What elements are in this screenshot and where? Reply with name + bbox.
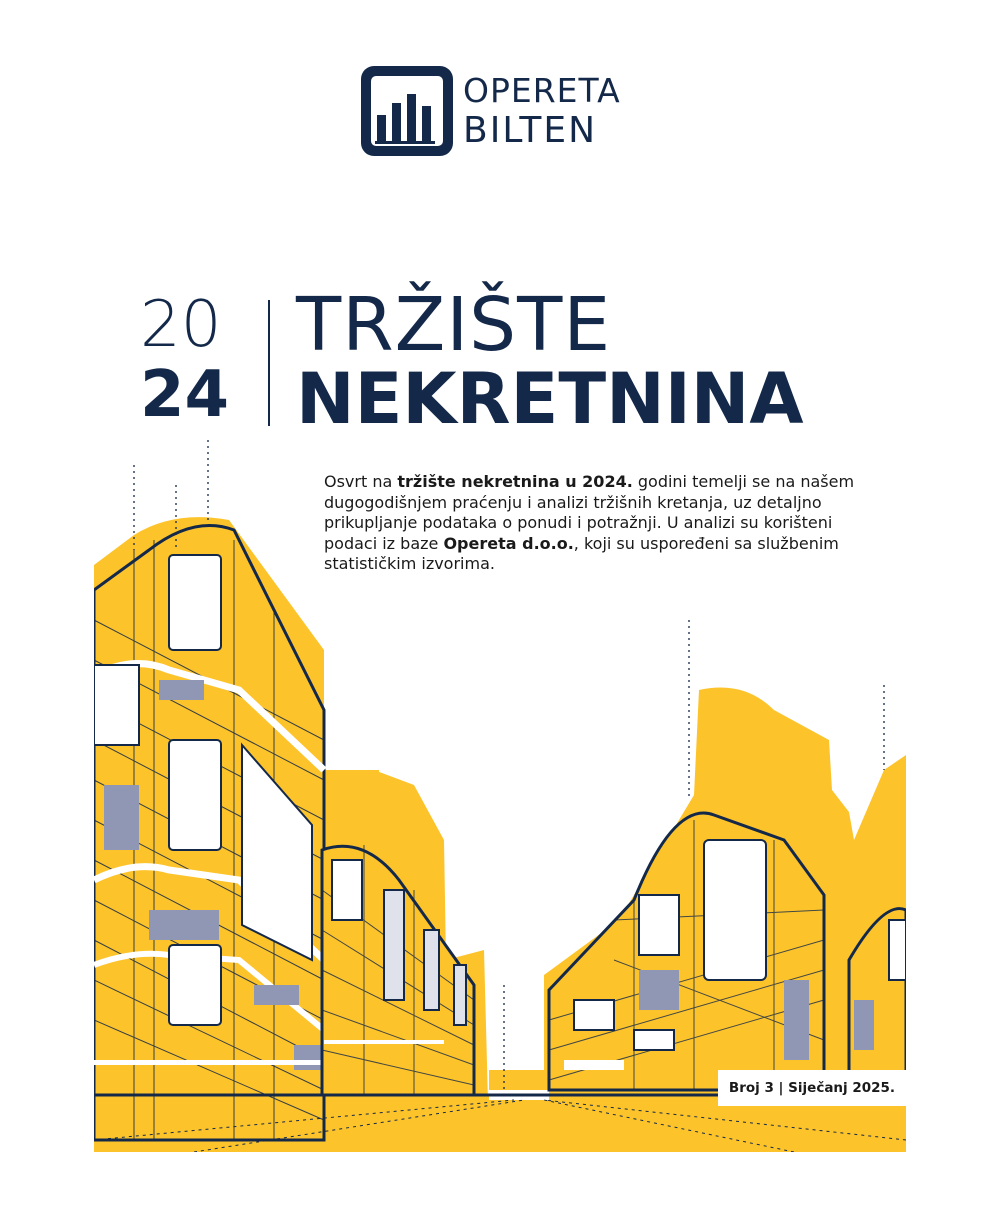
brand-line-2: BILTEN <box>463 109 598 151</box>
title-line-2: NEKRETNINA <box>296 358 804 440</box>
intro-text-3: , koji su uspoređeni sa službenim statističkim izvorima. <box>324 533 839 573</box>
intro-bold-2: Opereta d.o.o. <box>443 533 574 553</box>
title-divider <box>268 300 270 426</box>
brand-line-1: OPERETA <box>463 70 621 110</box>
year-bottom: 24 <box>140 358 230 432</box>
bar-chart-icon <box>361 66 453 156</box>
brand-name <box>463 70 621 151</box>
intro-text-1: Osvrt na <box>324 472 398 491</box>
brand-logo <box>361 66 621 156</box>
year-top: 20 <box>140 288 222 362</box>
intro-text-2: godini temelji se na našem dugogodišnjem praćenju i analizi tržišnih kretanja, uz detaljno prikupljanje podataka o ponudi i potražnji. U analizi su korišteni podaci iz baze <box>324 472 855 553</box>
cover-year <box>140 288 250 432</box>
intro-bold-1: tržište nekretnina u 2024. <box>397 472 633 491</box>
title-line-1: TRŽIŠTE <box>296 282 612 368</box>
city-illustration <box>94 440 906 1152</box>
cover-title <box>296 282 804 440</box>
issue-label: Broj 3 | Siječanj 2025. <box>718 1070 906 1106</box>
